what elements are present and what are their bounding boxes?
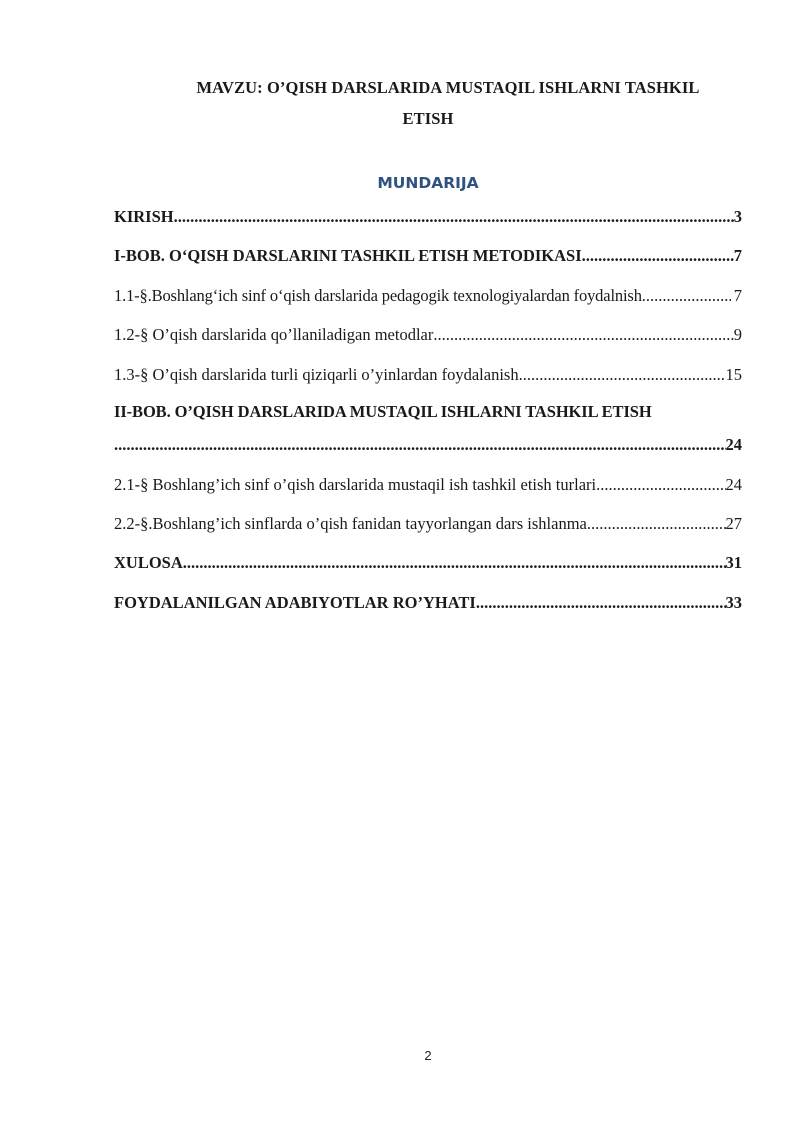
- toc-entry-label: KIRISH: [114, 207, 174, 226]
- toc-entry-page: 24: [725, 475, 742, 494]
- toc-heading: MUNDARIJA: [377, 174, 479, 192]
- toc-entry-page: 9: [733, 325, 742, 344]
- toc-entry-label: 1.2-§ O’qish darslarida qo’llaniladigan metodlar: [114, 325, 434, 344]
- page-number: 2: [424, 1048, 432, 1063]
- toc-entry-section-1-1[interactable]: [114, 286, 742, 306]
- toc-entry-page: 24: [725, 435, 742, 454]
- toc-leader-dots: [476, 593, 726, 613]
- toc-leader-dots: [587, 514, 726, 534]
- toc-entry-chapter-2[interactable]: [114, 402, 742, 455]
- toc-entry-page: 15: [725, 365, 742, 384]
- toc-entry-xulosa[interactable]: [114, 553, 742, 573]
- toc-leader-dots: [114, 435, 726, 455]
- toc-entry-label: XULOSA: [114, 553, 183, 572]
- toc-entry-label: 1.1-§.Boshlang‘ich sinf o‘qish darslarida pedagogik texnologiyalardan foydalnish: [114, 286, 642, 305]
- toc-leader-dots: [582, 246, 734, 266]
- toc-entry-page: 33: [725, 593, 742, 612]
- toc-entry-section-1-3[interactable]: [114, 365, 742, 385]
- toc-entry-label: FOYDALANILGAN ADABIYOTLAR RO’YHATI: [114, 593, 476, 612]
- toc-entry-page: 3: [733, 207, 742, 226]
- toc-entry-page: 31: [725, 553, 742, 572]
- toc-leader-dots: [596, 475, 725, 495]
- toc-entry-page: 7: [733, 286, 742, 305]
- toc-entry-section-2-2[interactable]: [114, 514, 742, 534]
- toc-leader-dots: [433, 325, 733, 345]
- toc-leader-dots: [174, 207, 734, 227]
- toc-entry-label: 2.1-§ Boshlang’ich sinf o’qish darslarida mustaqil ish tashkil etish turlari: [114, 475, 597, 494]
- document-title-line-2: ETISH: [402, 109, 454, 128]
- toc-leader-dots: [642, 286, 731, 306]
- toc-entry-page: 27: [725, 514, 742, 533]
- toc-entry-kirish[interactable]: [114, 207, 742, 227]
- toc-entry-label: 2.2-§.Boshlang’ich sinflarda o’qish fanidan tayyorlangan dars ishlanma: [114, 514, 587, 533]
- toc-entry-chapter-1[interactable]: [114, 246, 742, 266]
- toc-entry-page: 7: [733, 246, 742, 265]
- toc-entry-label: II-BOB. O’QISH DARSLARIDA MUSTAQIL ISHLARNI TASHKIL ETISH: [114, 402, 652, 421]
- toc-leader-dots: [183, 553, 726, 573]
- toc-entry-section-1-2[interactable]: [114, 325, 742, 345]
- toc-entry-bibliography[interactable]: [114, 593, 742, 613]
- toc-leader-dots: [519, 365, 726, 385]
- toc-entry-section-2-1[interactable]: [114, 475, 742, 495]
- toc-entry-label: 1.3-§ O’qish darslarida turli qiziqarli o’yinlardan foydalanish: [114, 365, 519, 384]
- document-title-line-1: MAVZU: O’QISH DARSLARIDA MUSTAQIL ISHLARNI TASHKIL: [196, 78, 700, 97]
- toc-entry-label: I-BOB. O‘QISH DARSLARINI TASHKIL ETISH METODIKASI: [114, 246, 582, 265]
